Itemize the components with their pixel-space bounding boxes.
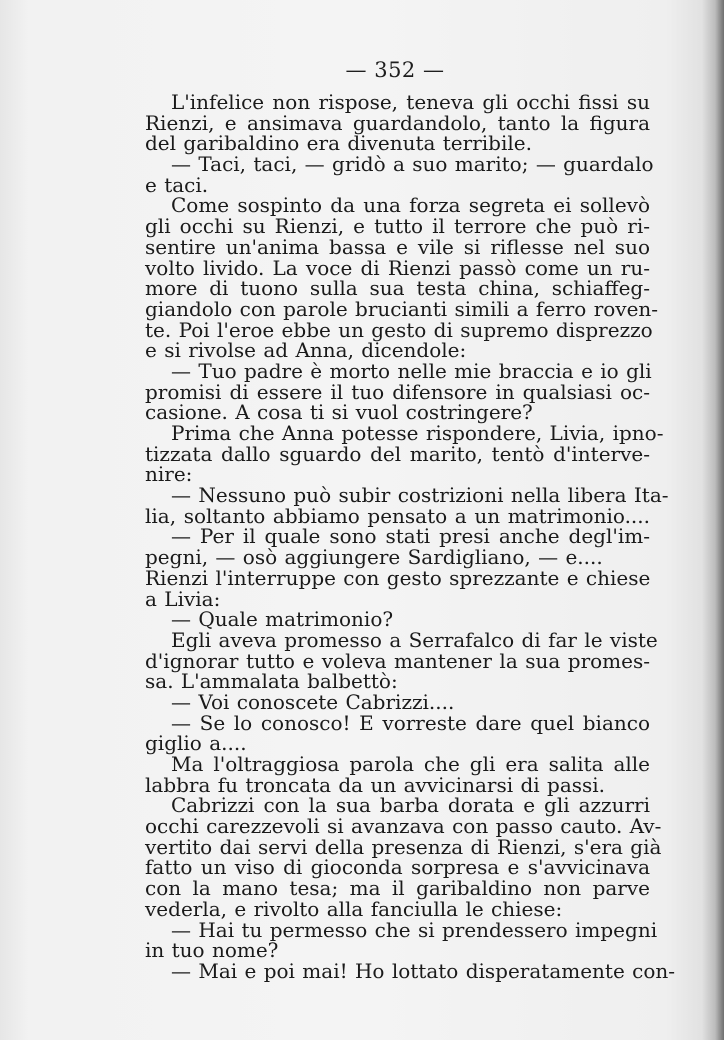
text-line: sentire un'anima bassa e vile si riflesse nel suo [145, 234, 650, 259]
text-line: Egli aveva promesso a Serrafalco di far le viste [171, 627, 658, 652]
text-line: e si rivolse ad Anna, dicendole: [145, 338, 467, 363]
text-line: fatto un viso di gioconda sorpresa e s'avvicinava [145, 855, 650, 880]
text-line: lia, soltanto abbiamo pensato a un matrimonio.... [145, 503, 650, 528]
text-line: te. Poi l'eroe ebbe un gesto di supremo disprezzo [145, 317, 653, 342]
text-line: in tuo nome? [145, 938, 279, 963]
text-line: labbra fu troncata da un avvicinarsi di passi. [145, 772, 606, 797]
text-line: nire: [145, 462, 193, 487]
text-line: d'ignorar tutto e voleva mantener la sua promes- [145, 648, 650, 673]
text-line: L'infelice non rispose, teneva gli occhi fissi su [171, 90, 650, 114]
text-line: con la mano tesa; ma il garibaldino non parve [145, 876, 650, 901]
text-line: giglio a.... [145, 731, 247, 756]
page-number: — 352 — [345, 58, 445, 82]
text-line: vertito dai servi della presenza di Rienzi, s'era già [145, 834, 662, 859]
text-line: — Nessuno può subir costrizioni nella libera Ita- [171, 483, 669, 508]
text-line: casione. A cosa ti si vuol costringere? [145, 400, 533, 425]
text-line: Cabrizzi con la sua barba dorata e gli azzurri [171, 793, 650, 818]
text-line: volto livido. La voce di Rienzi passò come un ru- [145, 255, 650, 280]
text-line: Come sospinto da una forza segreta ei sollevò [171, 193, 650, 218]
text-line: — Taci, taci, — gridò a suo marito; — guardalo [171, 152, 654, 177]
page-gutter-shadow [702, 0, 724, 1040]
text-line: tizzata dallo sguardo del marito, tentò d'interve- [145, 441, 650, 466]
text-line: e taci. [145, 172, 209, 197]
text-line: sa. L'ammalata balbettò: [145, 669, 398, 694]
text-line: pegni, — osò aggiungere Sardigliano, — e.... [145, 545, 603, 570]
text-line: — Voi conoscete Cabrizzi.... [171, 689, 455, 714]
text-line: vederla, e rivolto alla fanciulla le chiese: [145, 896, 563, 921]
text-line: — Se lo conosco! E vorreste dare quel bianco [171, 710, 650, 735]
text-line: gli occhi su Rienzi, e tutto il terrore che può ri- [145, 214, 650, 239]
text-line: — Tuo padre è morto nelle mie braccia e io gli [171, 358, 652, 383]
text-line: — Mai e poi mai! Ho lottato disperatamente con- [171, 958, 676, 983]
text-line: — Quale matrimonio? [171, 607, 394, 632]
text-line: a Livia: [145, 586, 221, 611]
text-line: Prima che Anna potesse rispondere, Livia, ipno- [171, 421, 664, 445]
text-line: giandolo con parole brucianti simili a ferro roven- [145, 296, 659, 321]
text-line: — Hai tu permesso che si prendessero impegni [171, 917, 658, 942]
text-line: promisi di essere il tuo difensore in qualsiasi oc- [145, 379, 650, 404]
text-line: more di tuono sulla sua testa china, schiaffeg- [145, 276, 650, 301]
text-line: — Per il quale sono stati presi anche degl'im- [171, 524, 650, 549]
text-line: Rienzi, e ansimava guardandolo, tanto la figura [145, 110, 650, 135]
text-line: occhi carezzevoli si avanzava con passo cauto. Av- [145, 814, 662, 839]
text-line: Rienzi l'interruppe con gesto sprezzante e chiese [145, 565, 651, 590]
body-text [145, 90, 676, 983]
text-line: del garibaldino era divenuta terribile. [145, 131, 532, 156]
text-line: Ma l'oltraggiosa parola che gli era salita alle [171, 752, 650, 776]
